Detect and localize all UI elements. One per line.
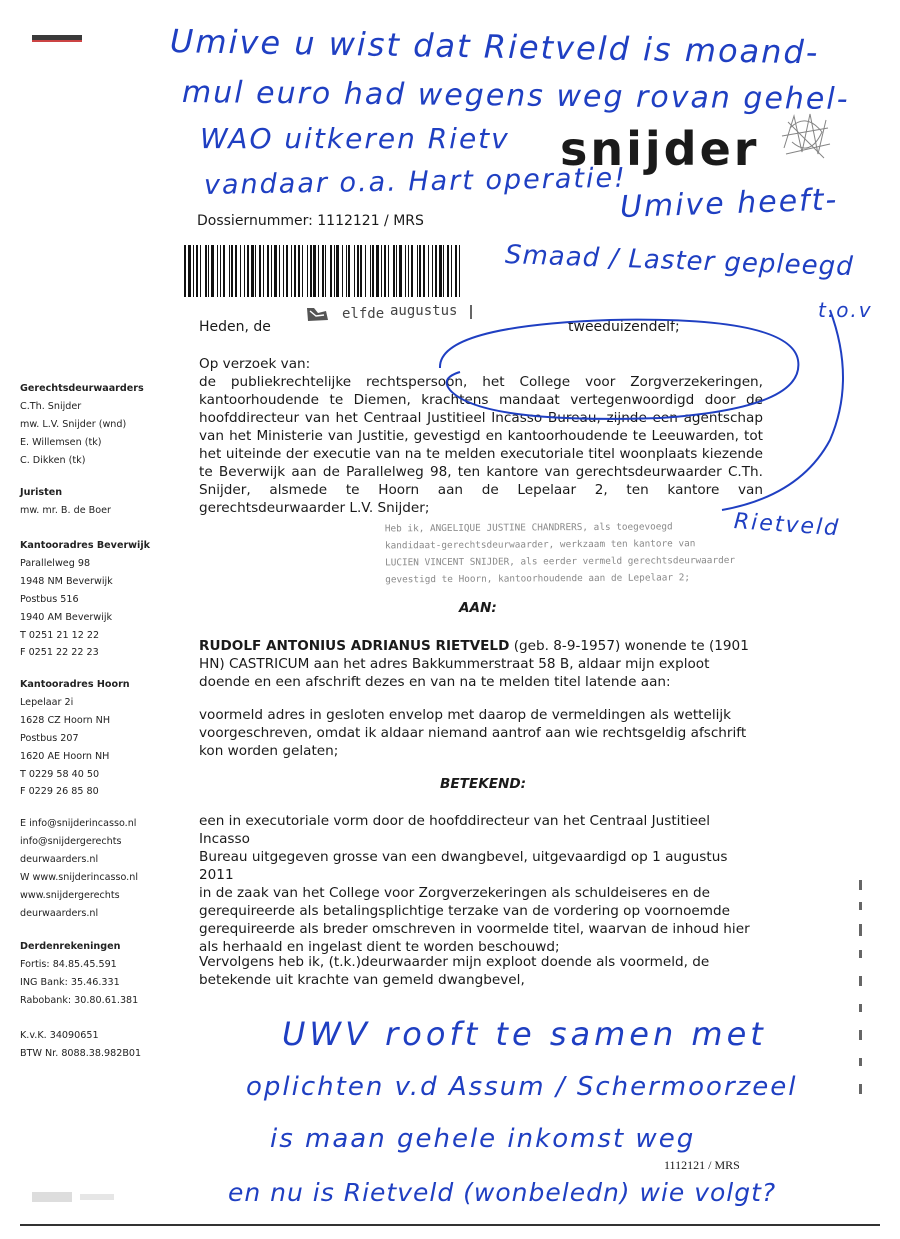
handwritten-line: t.o.v — [818, 298, 873, 322]
sidebar-item: E. Willemsen (tk) — [20, 436, 102, 448]
vervolgens-line: betekende uit krachte van gemeld dwangbevel, — [199, 972, 525, 988]
sidebar-item: ING Bank: 35.46.331 — [20, 976, 120, 988]
sidebar-beverwijk — [20, 537, 190, 662]
sidebar-item: deurwaarders.nl — [20, 907, 99, 919]
sidebar-kvk — [20, 1027, 190, 1063]
sidebar-item: 1620 AE Hoorn NH — [20, 750, 110, 762]
recipient-block — [199, 637, 763, 691]
request-line: kantoorhoudende te Diemen, krachtens mandaat vertegenwoordigd door de — [199, 392, 763, 408]
handwritten-line: WAO uitkeren Rietv — [200, 122, 510, 155]
envelope-line: voorgeschreven, omdat ik aldaar niemand aantrof aan wie rechtsgeldig afschrift — [199, 725, 747, 741]
recipient-line: doende en een afschrift dezes en van na te melden titel latende aan: — [199, 674, 671, 690]
sidebar-heading: Derdenrekeningen — [20, 941, 121, 952]
handwritten-line: is maan gehele inkomst weg — [270, 1124, 696, 1154]
sidebar-item: 1628 CZ Hoorn NH — [20, 714, 111, 726]
request-line: van het Ministerie van Justitie, gevestigd en kantoorhoudende te Leeuwarden, tot — [199, 428, 763, 444]
sidebar-heading: Kantooradres Beverwijk — [20, 540, 150, 551]
vervolgens-line: Vervolgens heb ik, (t.k.)deurwaarder mijn exploot doende als voormeld, de — [199, 954, 710, 970]
sidebar-item: E info@snijderincasso.nl — [20, 818, 137, 829]
vervolgens-block — [199, 953, 763, 989]
sidebar-hoorn — [20, 676, 190, 801]
recipient-line: (geb. 8-9-1957) wonende te (1901 — [509, 638, 749, 654]
handwritten-line: mul euro had wegens weg rovan gehel- — [181, 75, 850, 117]
sidebar-item: BTW Nr. 8088.38.982B01 — [20, 1047, 142, 1059]
sidebar-item: T 0251 21 12 22 — [20, 629, 100, 641]
sidebar-item: Lepelaar 2i — [20, 696, 74, 708]
sidebar-item: info@snijdergerechts — [20, 835, 122, 847]
date-day: elfde — [342, 306, 385, 322]
stamp-line: LUCIEN VINCENT SNIJDER, als eerder vermeld gerechtsdeurwaarder — [385, 554, 736, 569]
handwritten-line: Umive u wist dat Rietveld is moand- — [169, 22, 820, 72]
request-line: hoofddirecteur van het Centraal Justitieel Incasso Bureau, zijnde een agentschap — [199, 410, 763, 426]
scan-ghost-mark — [30, 1188, 120, 1206]
corner-mark — [32, 35, 82, 42]
request-line: het uiteinde der executie van na te melden executoriale titel woonplaats kiezende — [199, 446, 763, 462]
handwritten-arrow — [660, 300, 860, 520]
sidebar-heading: Juristen — [20, 487, 63, 498]
aan-heading: AAN: — [459, 600, 497, 616]
company-logo: snijder — [560, 122, 760, 176]
handwritten-line: Smaad / Laster gepleegd — [504, 240, 855, 283]
envelope-line: kon worden gelaten; — [199, 743, 339, 759]
sidebar-item: C.Th. Snijder — [20, 400, 82, 412]
grosse-line: een in executoriale vorm door de hoofddirecteur van het Centraal Justitieel Incasso — [199, 813, 711, 847]
date-year: tweeduizendelf; — [568, 319, 680, 335]
recipient-line: HN) CASTRICUM aan het adres Bakkummerstraat 58 B, aldaar mijn exploot — [199, 656, 710, 672]
sidebar-derden — [20, 938, 190, 1010]
footer-reference: 1112121 / MRS — [664, 1158, 740, 1172]
request-line: gerechtsdeurwaarder L.V. Snijder; — [199, 500, 430, 516]
request-line: Op verzoek van: — [199, 356, 311, 372]
page-bottom-rule — [20, 1224, 880, 1226]
betekend-heading: BETEKEND: — [440, 776, 527, 792]
request-line: te Beverwijk aan de Parallelweg 98, ten kantore van gerechtsdeurwaarder C.Th. — [199, 464, 763, 480]
sidebar-heading: Gerechtsdeurwaarders — [20, 383, 144, 394]
sidebar-heading: Kantooradres Hoorn — [20, 679, 130, 690]
stamp-icon — [304, 305, 330, 323]
dossier-number: Dossiernummer: 1112121 / MRS — [197, 213, 424, 229]
sidebar-item: K.v.K. 34090651 — [20, 1030, 99, 1041]
sidebar-item: mw. L.V. Snijder (wnd) — [20, 418, 127, 430]
envelope-block — [199, 706, 763, 760]
stamp-line: gevestigd te Hoorn, kantoorhoudende aan de Lepelaar 2; — [385, 572, 691, 586]
handwritten-line: UWV rooft te samen met — [282, 1015, 767, 1053]
handwritten-line: vandaar o.a. Hart operatie! — [203, 162, 628, 201]
officer-stamp — [385, 518, 785, 589]
handwritten-line: oplichten v.d Assum / Schermoorzeel — [246, 1072, 798, 1102]
grosse-line: als herhaald en ingelast dient te worden beschouwd; — [199, 939, 560, 955]
sidebar-item: Postbus 207 — [20, 732, 79, 744]
sidebar-item: mw. mr. B. de Boer — [20, 504, 111, 516]
sidebar-item: F 0251 22 22 23 — [20, 647, 99, 659]
sidebar-item: Parallelweg 98 — [20, 557, 91, 569]
sidebar-item: Rabobank: 30.80.61.381 — [20, 994, 139, 1006]
grosse-line: Bureau uitgegeven grosse van een dwangbevel, uitgevaardigd op 1 augustus 2011 — [199, 849, 728, 883]
grosse-block — [199, 812, 763, 956]
barcode — [182, 245, 467, 297]
sidebar-item: deurwaarders.nl — [20, 853, 99, 865]
handwritten-side-note: Rietveld — [733, 509, 841, 542]
sidebar-contact — [20, 815, 190, 922]
sidebar-item: 1948 NM Beverwijk — [20, 575, 113, 587]
grosse-line: in de zaak van het College voor Zorgverzekeringen als schuldeiseres en de — [199, 885, 710, 901]
sidebar-item: C. Dikken (tk) — [20, 454, 86, 466]
grosse-line: gerequireerde als betalingsplichtige terzake van de vordering op voornoemde — [199, 903, 730, 919]
sidebar-item: F 0229 26 85 80 — [20, 786, 99, 798]
handwritten-line: Umive heeft- — [619, 182, 839, 225]
request-line: Snijder, alsmede te Hoorn aan de Lepelaar 2, ten kantore van — [199, 482, 763, 498]
grosse-line: gerequireerde als breder omschreven in voormelde titel, waarvan de inhoud hier — [199, 921, 750, 937]
sidebar-item: Fortis: 84.85.45.591 — [20, 958, 117, 970]
envelope-line: voormeld adres in gesloten envelop met daarop de vermeldingen als wettelijk — [199, 707, 732, 723]
scan-edge-marks — [858, 880, 864, 1100]
sidebar-deurwaarders — [20, 380, 190, 470]
handwritten-line: en nu is Rietveld (wonbeledn) wie volgt? — [228, 1178, 777, 1207]
recipient-name: RUDOLF ANTONIUS ADRIANUS RIETVELD — [199, 638, 510, 654]
sidebar-item: Postbus 516 — [20, 593, 79, 605]
date-prefix: Heden, de — [199, 319, 271, 335]
sidebar-juristen — [20, 484, 190, 520]
stamp-line: Heb ik, ANGELIQUE JUSTINE CHANDRERS, als toegevoegd — [384, 521, 673, 535]
sidebar-item: www.snijdergerechts — [20, 889, 120, 901]
request-line: de publiekrechtelijke rechtspersoon, het College voor Zorgverzekeringen, — [199, 374, 763, 390]
sidebar-item: T 0229 58 40 50 — [20, 768, 100, 780]
sidebar-item: 1940 AM Beverwijk — [20, 611, 113, 623]
sidebar-item: W www.snijderincasso.nl — [20, 871, 138, 883]
stamp-line: kandidaat-gerechtsdeurwaarder, werkzaam ten kantore van — [384, 538, 696, 552]
date-month: augustus — [390, 303, 458, 319]
